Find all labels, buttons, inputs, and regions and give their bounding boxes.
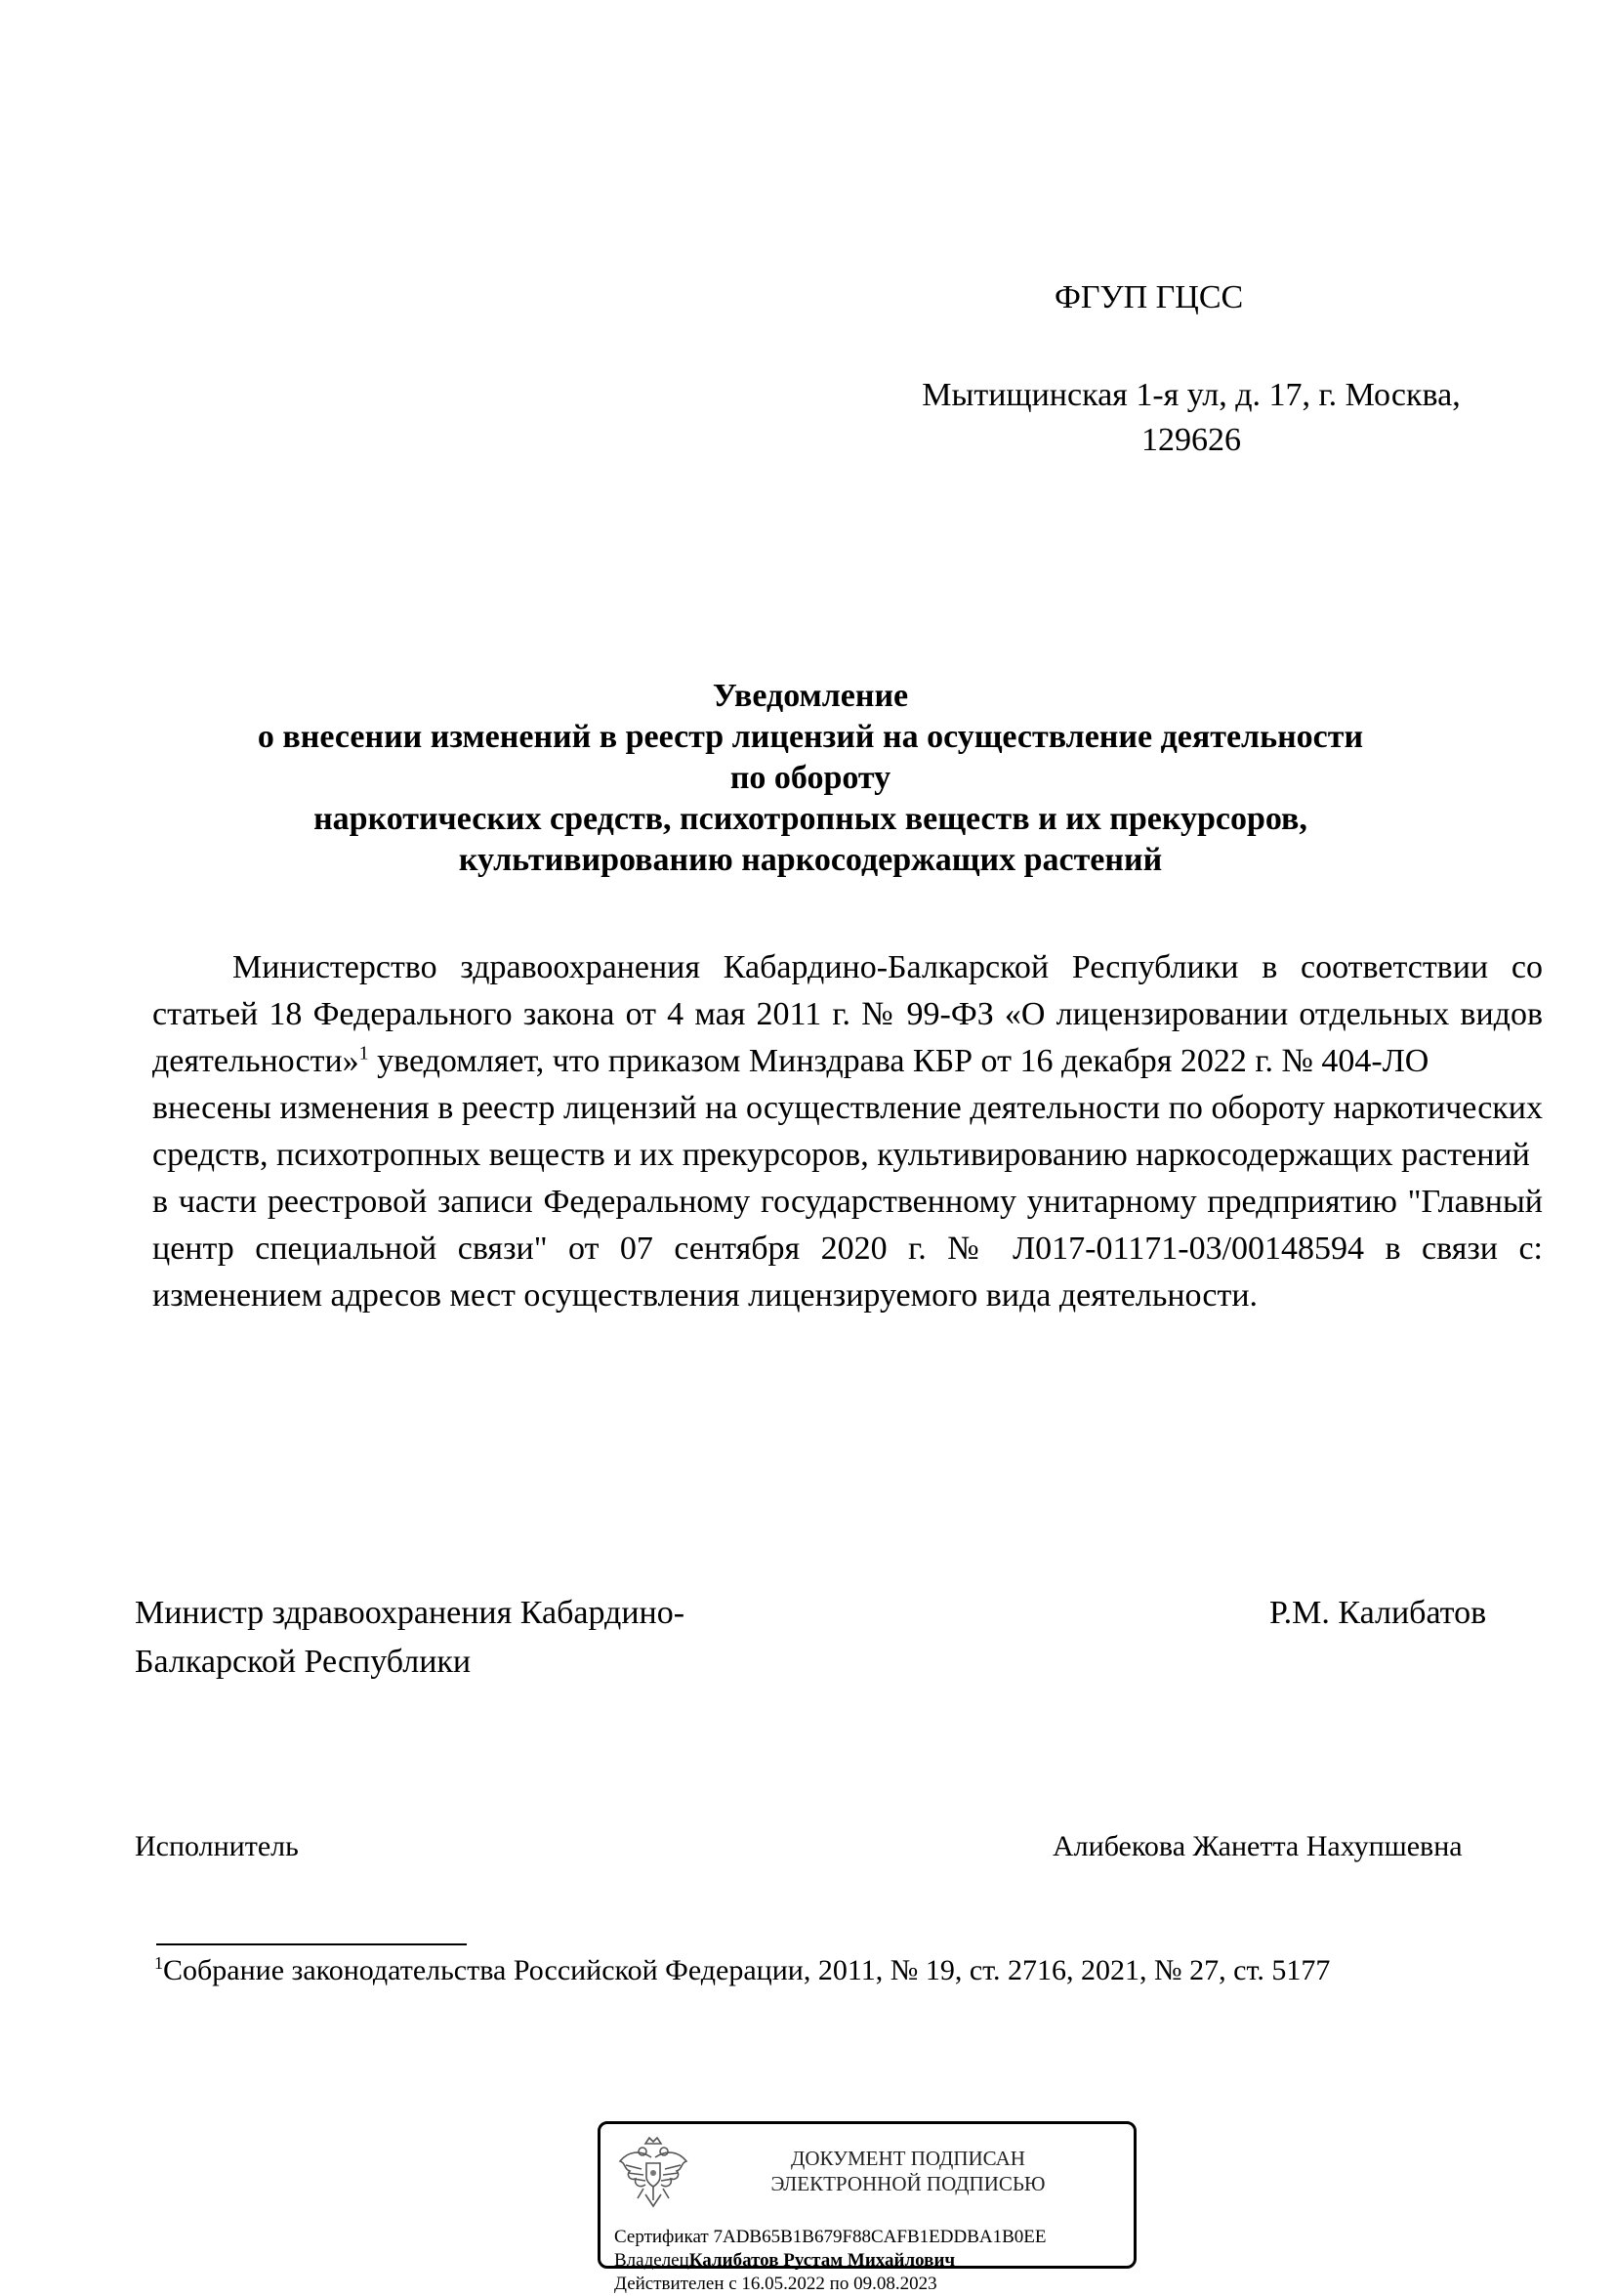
stamp-certificate [614,2226,1132,2249]
signatory-position [135,1589,684,1687]
recipient-name: ФГУП ГЦСС [1055,279,1244,315]
recipient-address-line2: 129626 [1141,422,1241,458]
signatory-name: Р.М. Калибатов [1269,1595,1487,1631]
signatory-position-line1: Министр здравоохранения Кабардино- [135,1595,685,1631]
stamp-certificate-label: Сертификат [614,2227,709,2247]
executor-name: Алибекова Жанетта Нахупшевна [1053,1830,1463,1862]
recipient-address-line1: Мытищинская 1-я ул, д. 17, г. Москва, [922,377,1461,413]
body-paragraph-2: внесены изменения в реестр лицензий на осуществление деятельности по обороту наркотических средств, психотропных веществ и их прекурсоров, культивированию наркосодержащих растений [152,1090,1543,1173]
stamp-header-line1: ДОКУМЕНТ ПОДПИСАН [791,2147,1025,2170]
body-paragraph-3: в части реестровой записи Федеральному государственному унитарному предприятию "Главный центр специальной связи" от 07 сентября 2020 г. № Л017-01171-03/00148594 в связи с: изменением адресов мест осуществления лицензируемого вида деятельности. [152,1184,1543,1314]
stamp-header-line2: ЭЛЕКТРОННОЙ ПОДПИСЬЮ [770,2172,1046,2195]
title-line-1: Уведомление [712,678,909,714]
stamp-validity: Действителен с 16.05.2022 по 09.08.2023 [614,2274,937,2294]
body-paragraph-1 [152,944,1543,1085]
document-title [156,676,1465,881]
footnote-mark: 1 [154,1953,163,1973]
electronic-signature-stamp [598,2121,1137,2294]
stamp-owner-label: Владелец [614,2250,689,2271]
title-line-4: наркотических средств, психотропных веществ и их прекурсоров, [313,801,1307,837]
executor-label: Исполнитель [135,1830,299,1862]
signatory-position-line2: Балкарской Республики [135,1644,472,1680]
coat-of-arms-icon [616,2136,690,2218]
stamp-details [614,2226,1132,2296]
footnote [154,1951,1330,1990]
recipient-address [859,373,1523,463]
title-line-2: о внесении изменений в реестр лицензий на осуществление деятельности [257,719,1364,755]
footnote-text: Собрание законодательства Российской Федерации, 2011, № 19, ст. 2716, 2021, № 27, ст. 5177 [163,1954,1331,1986]
stamp-owner-value: Калибатов Рустам Михайлович [688,2250,956,2271]
stamp-header [698,2146,1118,2196]
document-body [152,944,1543,1319]
title-line-5: культивированию наркосодержащих растений [458,842,1163,878]
footnote-reference: 1 [358,1042,369,1065]
body-paragraph-1-continuation: уведомляет, что приказом Минздрава КБР от 16 декабря 2022 г. № 404-ЛО [368,1043,1429,1079]
footnote-divider [156,1943,467,1945]
title-line-3: по обороту [729,760,891,796]
stamp-certificate-value: 7ADB65B1B679F88CAFB1EDDBA1B0EE [713,2227,1047,2247]
stamp-owner [614,2249,1132,2273]
body-paragraph-1-text: Министерство здравоохранения Кабардино-Балкарской Республики в соответствии со статьей 18 Федерального закона от 4 мая 2011 г. № 99-ФЗ «О лицензировании отдельных видов деятельности» [152,949,1543,1079]
